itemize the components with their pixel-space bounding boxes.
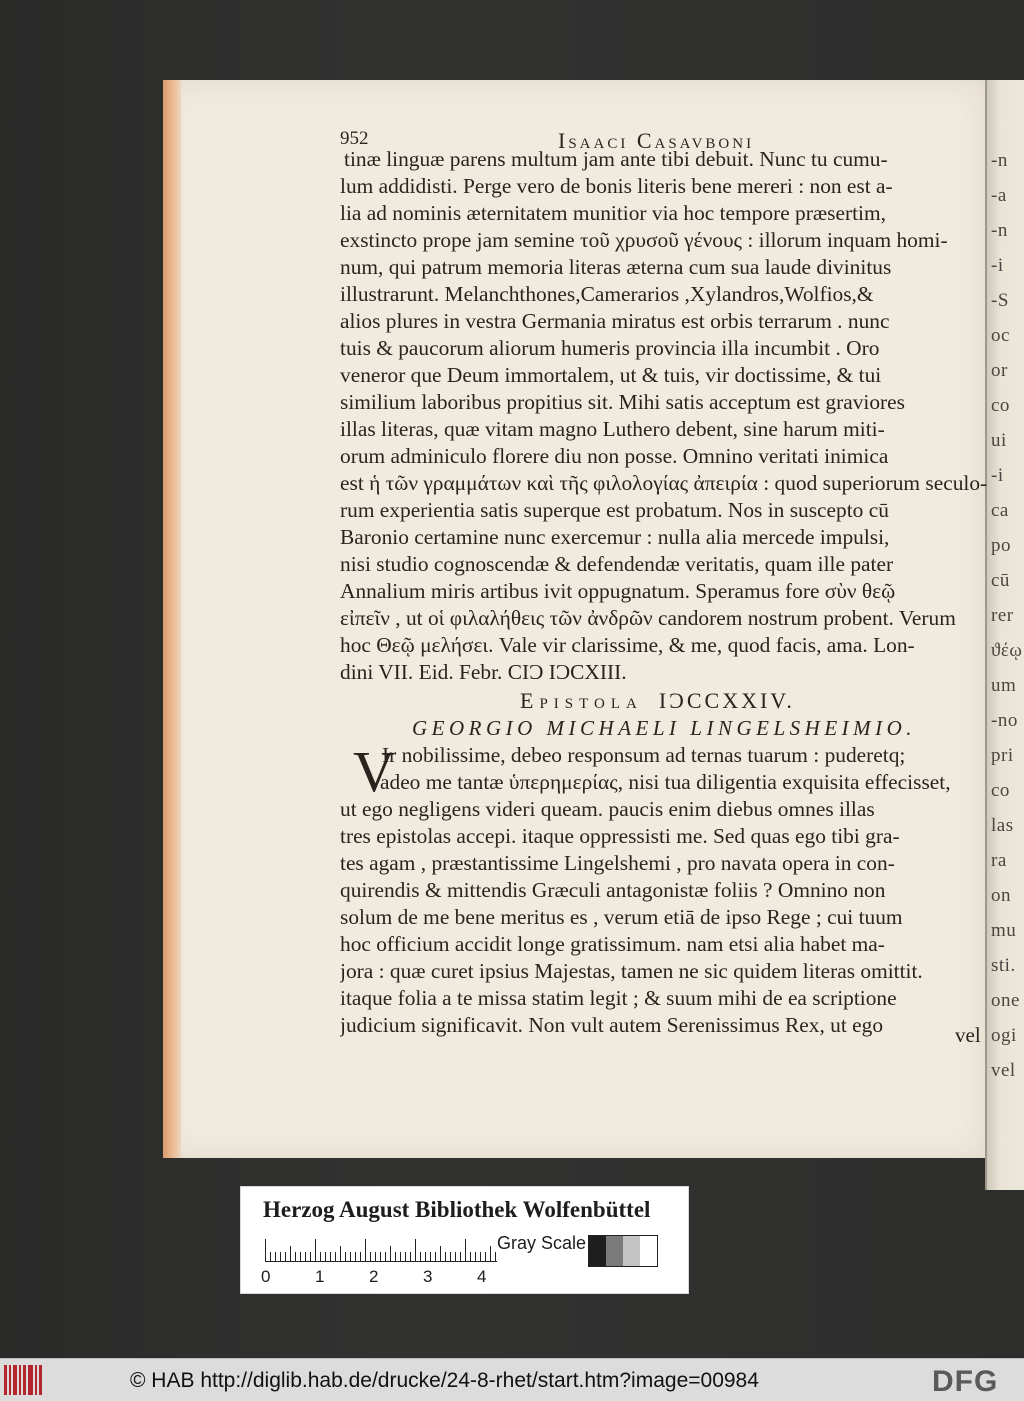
next-page-fragment: or [991, 360, 1008, 381]
epistola-label: Epistola [520, 688, 643, 713]
ruler-tick [365, 1239, 366, 1261]
next-page-fragment: cū [991, 570, 1010, 591]
barcode-bar [28, 1365, 33, 1395]
next-page-fragment: mu [991, 920, 1017, 941]
ruler-tick [370, 1252, 371, 1261]
ruler-number: 3 [423, 1267, 433, 1286]
next-page-fragment: -i [991, 465, 1004, 486]
barcode-bar [9, 1365, 11, 1395]
ruler-tick [265, 1239, 266, 1261]
gray-swatch [623, 1236, 640, 1266]
text-line: alios plures in vestra Germania miratus est orbis terrarum . nunc [340, 309, 890, 333]
text-line: similium laboribus propitius sit. Mihi satis acceptum est graviores [340, 390, 906, 414]
text-line: quirendis & mittendis Græculi antagonistæ foliis ? Omnino non [340, 878, 886, 902]
text-line: adeo me tantæ ὑπερημερίας, nisi tua diligentia exquisita effecisset, [380, 770, 951, 794]
text-line: ut ego negligens videri queam. paucis enim diebus omnes illas [340, 797, 875, 821]
text-line: hoc Θεῷ μελήσει. Vale vir clarissime, & me, quod facis, ama. Lon- [340, 633, 915, 657]
ruler-tick [285, 1252, 286, 1261]
color-scale-card [240, 1186, 689, 1294]
text-line: itaque folia a te missa statim legit ; & suum mihi de ea scriptione [340, 986, 897, 1010]
text-line: veneror que Deum immortalem, ut & tuis, vir doctissime, & tui [340, 363, 882, 387]
next-page-fragment: pri [991, 745, 1014, 766]
gray-swatch [589, 1236, 606, 1266]
ruler-tick [305, 1252, 306, 1261]
text-line: jora : quæ curet ipsius Majestas, tamen ne sic quidem literas omittit. [340, 959, 923, 983]
text-line: Baronio certamine nunc exercemur : nulla alia mercede impulsi, [340, 525, 890, 549]
ruler-tick [460, 1252, 461, 1261]
ruler-tick [360, 1252, 361, 1261]
ruler-tick [280, 1252, 281, 1261]
ruler-tick [275, 1252, 276, 1261]
epistola-number: IƆCCXXIV. [658, 688, 795, 713]
next-page-fragment: ui [991, 430, 1007, 451]
ruler-tick [480, 1252, 481, 1261]
page-edge-shading [163, 80, 181, 1158]
ruler-number: 1 [315, 1267, 325, 1286]
copyright-link[interactable]: © HAB http://diglib.hab.de/drucke/24-8-rhet/start.htm?image=00984 [130, 1369, 759, 1392]
text-line: rum experientia satis superque est probatum. Nos in suscepto cū [340, 498, 889, 522]
ruler-tick [400, 1252, 401, 1261]
text-line: orum adminiculo florere diu non posse. Omnino veritati inimica [340, 444, 889, 468]
ruler-tick [330, 1252, 331, 1261]
ruler-tick [470, 1252, 471, 1261]
next-page-fragment: oc [991, 325, 1010, 346]
text-line: illustrarunt. Melanchthones,Camerarios ,Xylandros,Wolfios,& [340, 282, 874, 306]
ruler-tick [455, 1252, 456, 1261]
ruler-tick [425, 1252, 426, 1261]
ruler-tick [435, 1252, 436, 1261]
ruler-tick [345, 1252, 346, 1261]
barcode-bar [23, 1365, 26, 1395]
ruler-tick [485, 1252, 486, 1261]
text-line: judicium significavit. Non vult autem Serenissimus Rex, ut ego [340, 1013, 884, 1037]
ruler-tick [350, 1252, 351, 1261]
ruler-tick [310, 1252, 311, 1261]
ruler-number: 4 [477, 1267, 487, 1286]
next-page-fragment: -i [991, 255, 1004, 276]
next-page-fragment: ϑέῳ [991, 640, 1023, 661]
next-page-fragment: -S [991, 290, 1009, 311]
ruler-tick [300, 1252, 301, 1261]
ruler-tick [380, 1252, 381, 1261]
gray-swatch [606, 1236, 623, 1266]
dfg-logo: DFG [932, 1365, 999, 1398]
text-line: tes agam , præstantissime Lingelshemi , pro navata opera in con- [340, 851, 895, 875]
next-page-edge [985, 80, 1024, 1190]
ruler-number: 0 [261, 1267, 271, 1286]
barcode-bar [19, 1365, 21, 1395]
ruler-tick [325, 1252, 326, 1261]
next-page-fragment: vel [991, 1060, 1016, 1081]
hab-barcode-icon [4, 1365, 44, 1395]
barcode-bar [4, 1365, 7, 1395]
next-page-fragment: on [991, 885, 1011, 906]
next-page-fragment: one [991, 990, 1020, 1011]
ruler-tick [490, 1246, 491, 1261]
text-line: tuis & paucorum aliorum humeris provincia illa incumbit . Oro [340, 336, 880, 360]
text-line: lia ad nominis æternitatem munitior via hoc tempore præsertim, [340, 201, 886, 225]
text-line: tres epistolas accepi. itaque oppressisti me. Sed quas ego tibi gra- [340, 824, 900, 848]
ruler-tick [355, 1252, 356, 1261]
footer-bar [0, 1358, 1024, 1401]
next-page-fragment: las [991, 815, 1014, 836]
ruler-tick [385, 1252, 386, 1261]
text-line: dini VII. Eid. Febr. CIƆ IƆCXIII. [340, 660, 627, 684]
text-line: nisi studio cognoscendæ & defendendæ veritatis, quam ille pater [340, 552, 894, 576]
barcode-bar [35, 1365, 37, 1395]
ruler-tick [340, 1246, 341, 1261]
ruler-tick [290, 1246, 291, 1261]
ruler-number: 2 [369, 1267, 379, 1286]
text-line: solum de me bene meritus es , verum etiā de ipso Rege ; cui tuum [340, 905, 903, 929]
ruler-tick [270, 1252, 271, 1261]
running-title: Isaaci Casavboni [558, 128, 755, 153]
ruler-tick [335, 1252, 336, 1261]
text-line: num, qui patrum memoria literas æterna cum sua laude divinitus [340, 255, 892, 279]
next-page-fragment: -no [991, 710, 1018, 731]
text-line: Ir nobilissime, debeo responsum ad ternas tuarum : puderetq; [382, 743, 906, 767]
text-line: exstincto prope jam semine τοῦ χρυσοῦ γένους : illorum inquam homi- [340, 228, 948, 252]
next-page-fragment: -n [991, 220, 1008, 241]
addressee: GEORGIO MICHAELI LINGELSHEIMIO. [412, 716, 917, 740]
ruler-tick [395, 1252, 396, 1261]
ruler-tick [390, 1246, 391, 1261]
text-line: εἰπεῖν , ut οἱ φιλαλήθεις τῶν ἀνδρῶν candorem nostrum probent. Verum [340, 606, 956, 630]
ruler-tick [465, 1239, 466, 1261]
ruler-tick [495, 1252, 496, 1261]
next-page-fragment: ogi [991, 1025, 1017, 1046]
next-page-fragment: co [991, 780, 1010, 801]
text-line: illas literas, quæ vitam magno Luthero debent, sine harum miti- [340, 417, 885, 441]
ruler-tick [420, 1252, 421, 1261]
gray-swatch [640, 1236, 657, 1266]
gray-swatches [588, 1235, 658, 1267]
ruler-tick [415, 1239, 416, 1261]
next-page-fragment: rer [991, 605, 1014, 626]
text-line: Annalium miris artibus ivit oppugnatum. Speramus fore σὺν θεῷ [340, 579, 896, 603]
drop-cap: V [353, 739, 395, 804]
next-page-fragment: sti. [991, 955, 1016, 976]
next-page-fragment: um [991, 675, 1017, 696]
ruler-tick [475, 1252, 476, 1261]
next-page-fragment: po [991, 535, 1011, 556]
ruler-tick [315, 1239, 316, 1261]
ruler-tick [320, 1252, 321, 1261]
next-page-fragment: -n [991, 150, 1008, 171]
ruler-tick [410, 1252, 411, 1261]
barcode-bar [13, 1365, 17, 1395]
epistola-heading [520, 688, 795, 714]
ruler [265, 1239, 497, 1262]
text-line: est ἡ τῶν γραμμάτων καὶ τῆς φιλολογίας ἀπειρία : quod superiorum seculo- [340, 471, 988, 495]
text-line: hoc officium accidit longe gratissimum. nam etsi alia habet ma- [340, 932, 885, 956]
gray-scale-label: Gray Scale [497, 1233, 587, 1253]
next-page-fragment: ca [991, 500, 1009, 521]
ruler-tick [295, 1252, 296, 1261]
text-line: lum addidisti. Perge vero de bonis literis bene mereri : non est a- [340, 174, 893, 198]
text-line: tinæ linguæ parens multum jam ante tibi debuit. Nunc tu cumu- [344, 147, 888, 171]
next-page-fragment: -a [991, 185, 1007, 206]
barcode-bar [39, 1365, 42, 1395]
ruler-tick [440, 1246, 441, 1261]
ruler-tick [375, 1252, 376, 1261]
ruler-tick [445, 1252, 446, 1261]
ruler-tick [405, 1252, 406, 1261]
library-name: Herzog August Bibliothek Wolfenbüttel [263, 1197, 651, 1222]
catchword: vel [955, 1023, 981, 1047]
next-page-fragment: co [991, 395, 1010, 416]
ruler-tick [430, 1252, 431, 1261]
next-page-fragment: ra [991, 850, 1007, 871]
page-number: 952 [340, 128, 369, 149]
ruler-tick [450, 1252, 451, 1261]
